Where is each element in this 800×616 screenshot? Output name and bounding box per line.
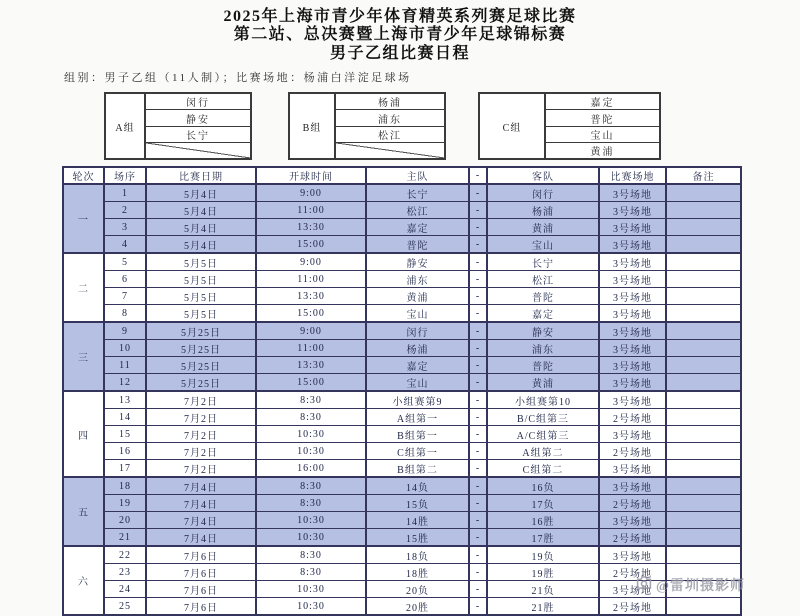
cell-away-team: 小组赛第10 — [487, 391, 599, 409]
cell-time: 10:30 — [256, 581, 366, 598]
cell-time: 10:30 — [256, 598, 366, 616]
cell-date: 7月2日 — [146, 443, 256, 460]
cell-vs: - — [469, 357, 487, 374]
match-row — [63, 495, 741, 512]
title-line-3: 男子乙组比赛日程 — [329, 44, 470, 62]
cell-venue: 3号场地 — [599, 391, 666, 409]
cell-time: 10:30 — [256, 529, 366, 547]
header-away-team: 客队 — [487, 167, 599, 184]
cell-match-no: 12 — [104, 374, 146, 392]
header-kickoff-time: 开球时间 — [256, 167, 366, 184]
cell-vs: - — [469, 340, 487, 357]
cell-time: 9:00 — [256, 184, 366, 202]
cell-match-no: 23 — [104, 564, 146, 581]
cell-time: 11:00 — [256, 202, 366, 219]
table-header-row — [63, 167, 741, 184]
cell-vs: - — [469, 598, 487, 616]
cell-venue: 2号场地 — [599, 564, 666, 581]
cell-date: 7月6日 — [146, 581, 256, 598]
cell-home-team: 小组赛第9 — [366, 391, 469, 409]
cell-venue: 2号场地 — [599, 409, 666, 426]
group-venue-info: 组别：男子乙组（11人制）；比赛场地：杨浦白洋淀足球场 — [64, 72, 412, 85]
cell-venue: 3号场地 — [599, 305, 666, 323]
match-row — [63, 219, 741, 236]
cell-time: 9:00 — [256, 253, 366, 271]
cell-match-no: 3 — [104, 219, 146, 236]
group-teams — [146, 94, 250, 158]
schedule-table — [62, 166, 742, 616]
match-row — [63, 374, 741, 392]
match-row — [63, 236, 741, 254]
group-label: A组 — [106, 94, 146, 158]
match-row — [63, 581, 741, 598]
match-row — [63, 202, 741, 219]
match-row — [63, 409, 741, 426]
cell-venue: 3号场地 — [599, 340, 666, 357]
cell-venue: 2号场地 — [599, 443, 666, 460]
title-line-2: 第二站、总决赛暨上海市青少年足球锦标赛 — [233, 26, 567, 44]
cell-date: 7月4日 — [146, 512, 256, 529]
cell-date: 7月4日 — [146, 495, 256, 512]
cell-match-no: 6 — [104, 271, 146, 288]
cell-venue: 2号场地 — [599, 598, 666, 616]
match-row — [63, 322, 741, 340]
cell-date: 7月6日 — [146, 546, 256, 564]
cell-match-no: 7 — [104, 288, 146, 305]
team-name: 长宁 — [146, 127, 250, 143]
cell-date: 5月5日 — [146, 305, 256, 323]
round-label: 四 — [63, 391, 104, 477]
cell-away-team: 普陀 — [487, 357, 599, 374]
cell-away-team: 嘉定 — [487, 305, 599, 323]
cell-home-team: 18负 — [366, 546, 469, 564]
match-row — [63, 288, 741, 305]
cell-note — [666, 219, 741, 236]
cell-vs: - — [469, 443, 487, 460]
cell-match-no: 24 — [104, 581, 146, 598]
cell-vs: - — [469, 409, 487, 426]
cell-match-no: 4 — [104, 236, 146, 254]
team-name: 嘉定 — [546, 94, 659, 110]
header-match-no: 场序 — [104, 167, 146, 184]
cell-date: 5月4日 — [146, 184, 256, 202]
cell-venue: 3号场地 — [599, 581, 666, 598]
cell-away-team: 19胜 — [487, 564, 599, 581]
cell-home-team: 松江 — [366, 202, 469, 219]
cell-date: 5月4日 — [146, 236, 256, 254]
team-name: 黄浦 — [590, 147, 615, 159]
team-name: 杨浦 — [336, 94, 444, 110]
cell-match-no: 18 — [104, 477, 146, 495]
cell-time: 13:30 — [256, 219, 366, 236]
team-name: 静安 — [146, 110, 250, 126]
cell-match-no: 16 — [104, 443, 146, 460]
title-line-1: 2025年上海市青少年体育精英系列赛足球比赛 — [223, 8, 577, 25]
match-row — [63, 529, 741, 547]
cell-away-team: 19负 — [487, 546, 599, 564]
cell-venue: 2号场地 — [599, 529, 666, 547]
cell-match-no: 15 — [104, 426, 146, 443]
cell-note — [666, 512, 741, 529]
cell-time: 10:30 — [256, 512, 366, 529]
cell-vs: - — [469, 219, 487, 236]
cell-date: 5月25日 — [146, 340, 256, 357]
cell-note — [666, 495, 741, 512]
cell-venue: 3号场地 — [599, 426, 666, 443]
cell-vs: - — [469, 288, 487, 305]
round-label: 三 — [63, 322, 104, 391]
cell-match-no: 8 — [104, 305, 146, 323]
cell-match-no: 13 — [104, 391, 146, 409]
cell-match-no: 25 — [104, 598, 146, 616]
cell-vs: - — [469, 460, 487, 478]
cell-away-team: 静安 — [487, 322, 599, 340]
cell-time: 10:30 — [256, 443, 366, 460]
cell-away-team: 21胜 — [487, 598, 599, 616]
watermark-text: @雷圳摄影师 — [656, 579, 746, 594]
cell-venue: 3号场地 — [599, 374, 666, 392]
header-note: 备注 — [666, 167, 741, 184]
cell-venue: 3号场地 — [599, 288, 666, 305]
cell-home-team: 14负 — [366, 477, 469, 495]
cell-vs: - — [469, 236, 487, 254]
cell-note — [666, 236, 741, 254]
match-row — [63, 443, 741, 460]
cell-match-no: 21 — [104, 529, 146, 547]
cell-time: 8:30 — [256, 391, 366, 409]
match-row — [63, 564, 741, 581]
cell-away-team: 16负 — [487, 477, 599, 495]
match-row — [63, 460, 741, 478]
header-vs: - — [469, 167, 487, 184]
cell-vs: - — [469, 546, 487, 564]
cell-venue: 3号场地 — [599, 202, 666, 219]
cell-match-no: 10 — [104, 340, 146, 357]
cell-match-no: 14 — [104, 409, 146, 426]
match-row — [63, 271, 741, 288]
cell-date: 5月5日 — [146, 271, 256, 288]
empty-slot-diagonal — [146, 143, 250, 158]
cell-away-team: 普陀 — [487, 288, 599, 305]
cell-venue: 3号场地 — [599, 460, 666, 478]
cell-date: 7月4日 — [146, 477, 256, 495]
cell-away-team: 浦东 — [487, 340, 599, 357]
cell-vs: - — [469, 581, 487, 598]
round-label: 六 — [63, 546, 104, 615]
cell-note — [666, 409, 741, 426]
cell-away-team: C组第二 — [487, 460, 599, 478]
cell-date: 7月2日 — [146, 391, 256, 409]
team-name: 宝山 — [546, 127, 659, 143]
cell-note — [666, 598, 741, 616]
cell-note — [666, 564, 741, 581]
cell-venue: 3号场地 — [599, 184, 666, 202]
cell-vs: - — [469, 391, 487, 409]
match-row — [63, 426, 741, 443]
cell-note — [666, 202, 741, 219]
match-row — [63, 340, 741, 357]
cell-home-team: A组第一 — [366, 409, 469, 426]
cell-home-team: 20胜 — [366, 598, 469, 616]
cell-note — [666, 322, 741, 340]
cell-note — [666, 426, 741, 443]
cell-note — [666, 271, 741, 288]
cell-time: 16:00 — [256, 460, 366, 478]
cell-home-team: 静安 — [366, 253, 469, 271]
cell-match-no: 22 — [104, 546, 146, 564]
cell-away-team: A/C组第三 — [487, 426, 599, 443]
cell-note — [666, 546, 741, 564]
cell-note — [666, 288, 741, 305]
cell-away-team: 黄浦 — [487, 219, 599, 236]
cell-home-team: 15胜 — [366, 529, 469, 547]
cell-note — [666, 253, 741, 271]
cell-venue: 3号场地 — [599, 236, 666, 254]
cell-vs: - — [469, 512, 487, 529]
cell-home-team: 闵行 — [366, 322, 469, 340]
header-date: 比赛日期 — [146, 167, 256, 184]
cell-time: 15:00 — [256, 374, 366, 392]
cell-venue: 2号场地 — [599, 495, 666, 512]
cell-match-no: 2 — [104, 202, 146, 219]
match-row — [63, 477, 741, 495]
cell-time: 9:00 — [256, 322, 366, 340]
cell-home-team: 普陀 — [366, 236, 469, 254]
cell-note — [666, 305, 741, 323]
cell-away-team: B/C组第三 — [487, 409, 599, 426]
cell-date: 5月25日 — [146, 374, 256, 392]
cell-vs: - — [469, 477, 487, 495]
cell-match-no: 19 — [104, 495, 146, 512]
cell-date: 5月5日 — [146, 288, 256, 305]
groups-row — [62, 92, 800, 160]
cell-time: 8:30 — [256, 477, 366, 495]
cell-match-no: 5 — [104, 253, 146, 271]
cell-date: 5月25日 — [146, 357, 256, 374]
cell-note — [666, 581, 741, 598]
cell-time: 15:00 — [256, 236, 366, 254]
cell-home-team: 长宁 — [366, 184, 469, 202]
cell-home-team: 宝山 — [366, 305, 469, 323]
cell-away-team: A组第二 — [487, 443, 599, 460]
cell-match-no: 1 — [104, 184, 146, 202]
header-venue: 比赛场地 — [599, 167, 666, 184]
cell-vs: - — [469, 495, 487, 512]
cell-vs: - — [469, 529, 487, 547]
cell-match-no: 9 — [104, 322, 146, 340]
cell-time: 8:30 — [256, 564, 366, 581]
group-teams — [336, 94, 444, 158]
document-title — [0, 0, 800, 63]
cell-vs: - — [469, 305, 487, 323]
cell-away-team: 松江 — [487, 271, 599, 288]
team-name: 普陀 — [546, 110, 659, 126]
cell-note — [666, 460, 741, 478]
cell-vs: - — [469, 426, 487, 443]
cell-note — [666, 391, 741, 409]
cell-match-no: 11 — [104, 357, 146, 374]
cell-home-team: 宝山 — [366, 374, 469, 392]
cell-venue: 3号场地 — [599, 512, 666, 529]
cell-date: 7月6日 — [146, 564, 256, 581]
cell-home-team: 15负 — [366, 495, 469, 512]
cell-vs: - — [469, 184, 487, 202]
cell-match-no: 20 — [104, 512, 146, 529]
cell-note — [666, 477, 741, 495]
cell-note — [666, 357, 741, 374]
cell-vs: - — [469, 271, 487, 288]
header-round: 轮次 — [63, 167, 104, 184]
cell-vs: - — [469, 564, 487, 581]
cell-venue: 3号场地 — [599, 546, 666, 564]
match-row — [63, 546, 741, 564]
cell-date: 5月4日 — [146, 202, 256, 219]
cell-venue: 3号场地 — [599, 219, 666, 236]
empty-slot-diagonal — [336, 143, 444, 158]
cell-home-team: C组第一 — [366, 443, 469, 460]
cell-away-team: 闵行 — [487, 184, 599, 202]
round-label: 五 — [63, 477, 104, 546]
cell-date: 7月2日 — [146, 426, 256, 443]
group-teams — [546, 94, 659, 158]
cell-away-team: 17胜 — [487, 529, 599, 547]
cell-time: 11:00 — [256, 271, 366, 288]
cell-note — [666, 340, 741, 357]
cell-home-team: 嘉定 — [366, 219, 469, 236]
cell-home-team: 浦东 — [366, 271, 469, 288]
cell-match-no: 17 — [104, 460, 146, 478]
cell-time: 8:30 — [256, 409, 366, 426]
cell-date: 7月6日 — [146, 598, 256, 616]
cell-note — [666, 374, 741, 392]
match-row — [63, 305, 741, 323]
cell-away-team: 16胜 — [487, 512, 599, 529]
cell-time: 13:30 — [256, 357, 366, 374]
match-row — [63, 253, 741, 271]
cell-venue: 3号场地 — [599, 477, 666, 495]
group-box-C组 — [478, 92, 661, 160]
cell-venue: 3号场地 — [599, 322, 666, 340]
cell-venue: 3号场地 — [599, 357, 666, 374]
cell-date: 5月5日 — [146, 253, 256, 271]
cell-time: 15:00 — [256, 305, 366, 323]
cell-time: 8:30 — [256, 546, 366, 564]
group-box-A组 — [104, 92, 252, 160]
cell-vs: - — [469, 202, 487, 219]
team-name: 松江 — [336, 127, 444, 143]
cell-home-team: 嘉定 — [366, 357, 469, 374]
cell-home-team: 14胜 — [366, 512, 469, 529]
cell-venue: 3号场地 — [599, 271, 666, 288]
cell-home-team: 黄浦 — [366, 288, 469, 305]
cell-note — [666, 529, 741, 547]
match-row — [63, 391, 741, 409]
match-row — [63, 598, 741, 616]
cell-date: 7月2日 — [146, 460, 256, 478]
round-label: 一 — [63, 184, 104, 253]
cell-away-team: 黄浦 — [487, 374, 599, 392]
cell-note — [666, 443, 741, 460]
cell-time: 8:30 — [256, 495, 366, 512]
cell-time: 10:30 — [256, 426, 366, 443]
cell-note — [666, 184, 741, 202]
header-home-team: 主队 — [366, 167, 469, 184]
match-row — [63, 357, 741, 374]
team-name: 闵行 — [146, 94, 250, 110]
cell-away-team: 21负 — [487, 581, 599, 598]
cell-away-team: 杨浦 — [487, 202, 599, 219]
cell-away-team: 长宁 — [487, 253, 599, 271]
cell-home-team: 20负 — [366, 581, 469, 598]
cell-date: 5月4日 — [146, 219, 256, 236]
cell-date: 5月25日 — [146, 322, 256, 340]
group-label: B组 — [290, 94, 336, 158]
team-name: 浦东 — [336, 110, 444, 126]
group-label: C组 — [480, 94, 546, 158]
group-box-B组 — [288, 92, 446, 160]
cell-away-team: 宝山 — [487, 236, 599, 254]
cell-home-team: B组第二 — [366, 460, 469, 478]
cell-home-team: 18胜 — [366, 564, 469, 581]
match-row — [63, 512, 741, 529]
cell-vs: - — [469, 253, 487, 271]
cell-time: 13:30 — [256, 288, 366, 305]
cell-date: 7月4日 — [146, 529, 256, 547]
cell-venue: 3号场地 — [599, 253, 666, 271]
cell-away-team: 17负 — [487, 495, 599, 512]
schedule-body — [63, 184, 741, 615]
cell-home-team: B组第一 — [366, 426, 469, 443]
cell-vs: - — [469, 322, 487, 340]
match-row — [63, 184, 741, 202]
cell-vs: - — [469, 374, 487, 392]
cell-date: 7月2日 — [146, 409, 256, 426]
cell-time: 11:00 — [256, 340, 366, 357]
round-label: 二 — [63, 253, 104, 322]
cell-home-team: 杨浦 — [366, 340, 469, 357]
